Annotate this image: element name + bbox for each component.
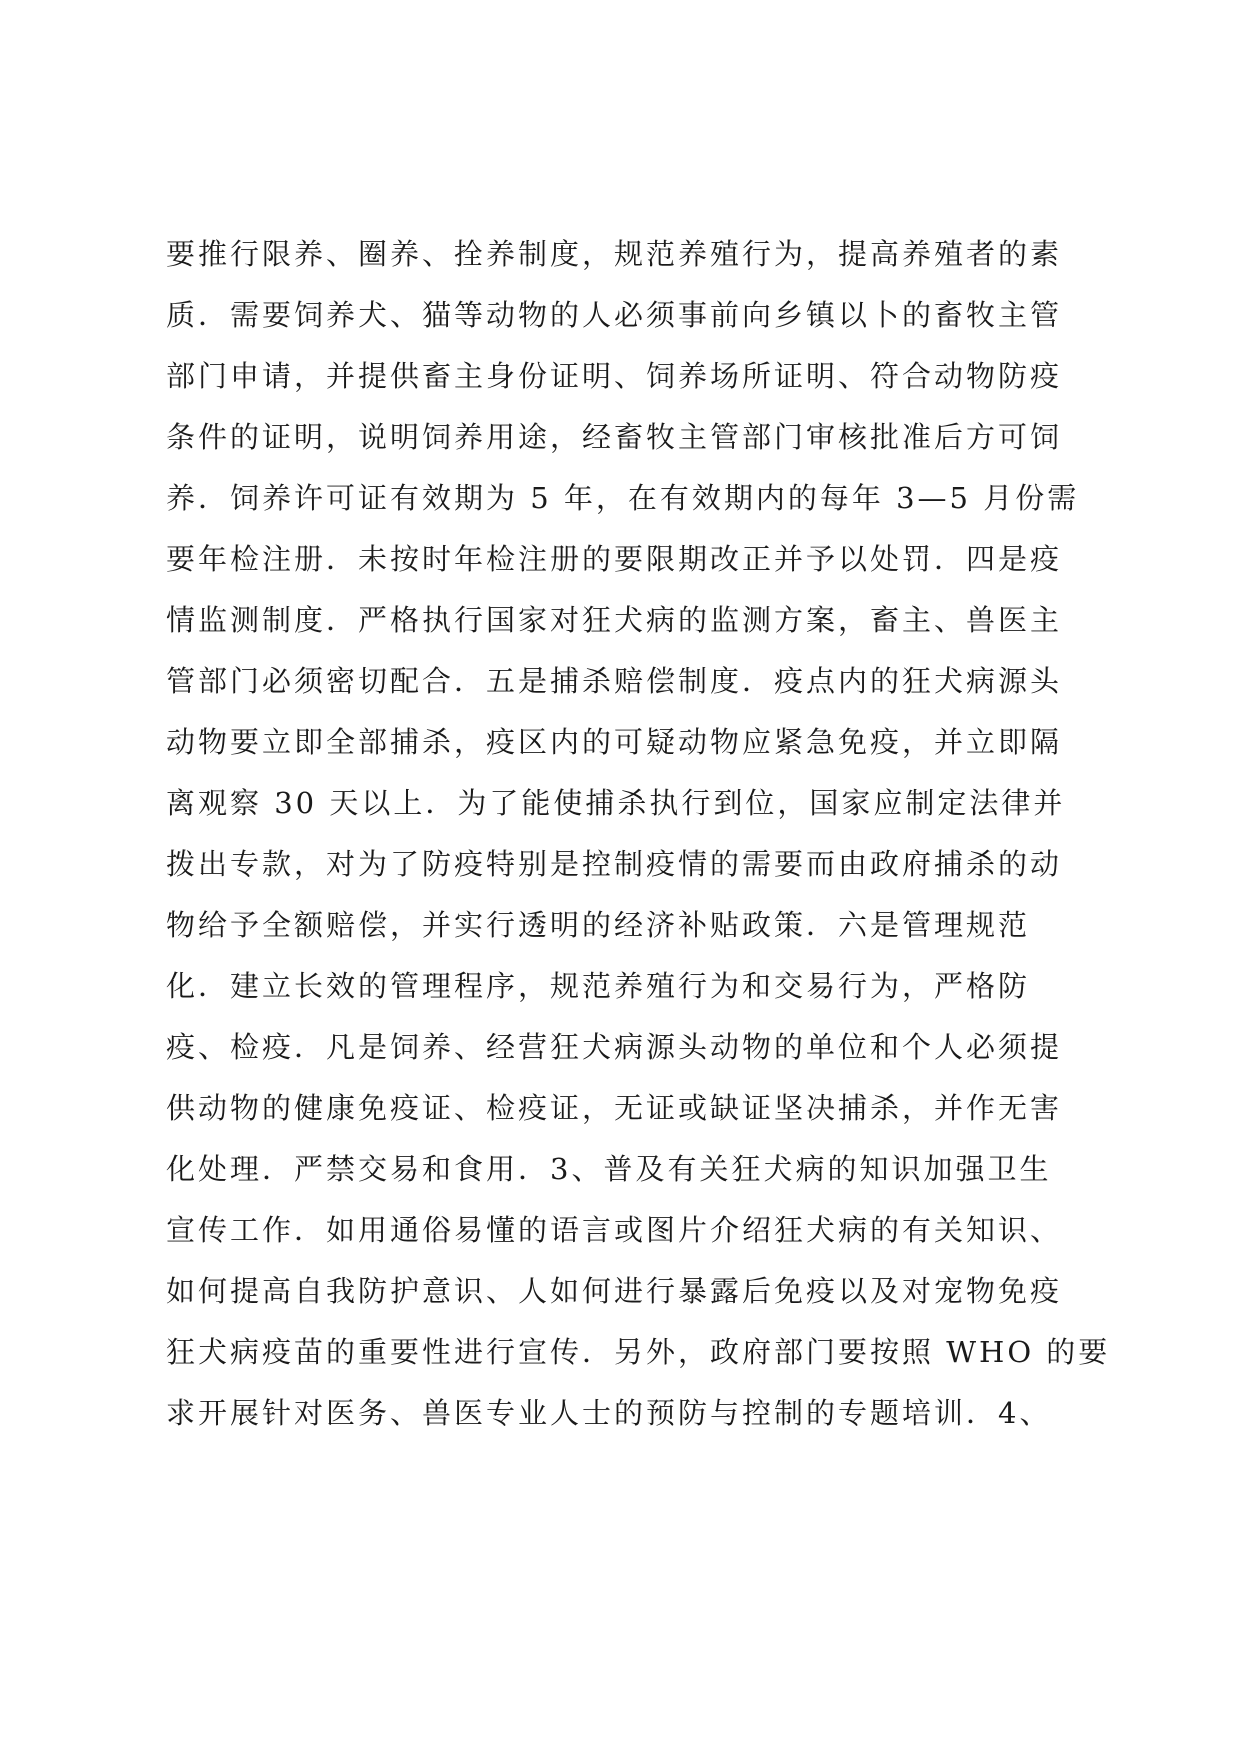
text-line: 如何提高自我防护意识、人如何进行暴露后免疫以及对宠物免疫 — [166, 1274, 1063, 1308]
text-line: 要年检注册．未按时年检注册的要限期改正并予以处罚．四是疫 — [166, 542, 1063, 576]
text-line: 要推行限养、圈养、拴养制度，规范养殖行为，提高养殖者的素 — [166, 237, 1063, 271]
text-line: 求开展针对医务、兽医专业人士的预防与控制的专题培训．4、 — [166, 1396, 1052, 1430]
text-line: 拨出专款，对为了防疫特别是控制疫情的需要而由政府捕杀的动 — [166, 847, 1063, 881]
text-line: 狂犬病疫苗的重要性进行宣传．另外，政府部门要按照 WHO 的要 — [166, 1335, 1111, 1369]
text-line: 质．需要饲养犬、猫等动物的人必须事前向乡镇以卜的畜牧主管 — [166, 298, 1063, 332]
text-line: 化．建立长效的管理程序，规范养殖行为和交易行为，严格防 — [166, 969, 1031, 1003]
text-line: 疫、检疫．凡是饲养、经营狂犬病源头动物的单位和个人必须提 — [166, 1030, 1063, 1064]
text-line: 化处理．严禁交易和食用．3、普及有关狂犬病的知识加强卫生 — [166, 1152, 1052, 1186]
body-text — [166, 224, 1111, 1444]
text-line: 物给予全额赔偿，并实行透明的经济补贴政策．六是管理规范 — [166, 908, 1031, 942]
text-line: 部门申请，并提供畜主身份证明、饲养场所证明、符合动物防疫 — [166, 359, 1063, 393]
text-line: 养．饲养许可证有效期为 5 年，在有效期内的每年 3—5 月份需 — [166, 481, 1080, 515]
text-line: 离观察 30 天以上．为了能使捕杀执行到位，国家应制定法律并 — [166, 786, 1066, 820]
text-line: 宣传工作．如用通俗易懂的语言或图片介绍狂犬病的有关知识、 — [166, 1213, 1063, 1247]
text-line: 情监测制度．严格执行国家对狂犬病的监测方案，畜主、兽医主 — [166, 603, 1063, 637]
text-line: 动物要立即全部捕杀，疫区内的可疑动物应紧急免疫，并立即隔 — [166, 725, 1063, 759]
text-line: 管部门必须密切配合．五是捕杀赔偿制度．疫点内的狂犬病源头 — [166, 664, 1063, 698]
text-line: 供动物的健康免疫证、检疫证，无证或缺证坚决捕杀，并作无害 — [166, 1091, 1063, 1125]
text-line: 条件的证明，说明饲养用途，经畜牧主管部门审核批准后方可饲 — [166, 420, 1063, 454]
